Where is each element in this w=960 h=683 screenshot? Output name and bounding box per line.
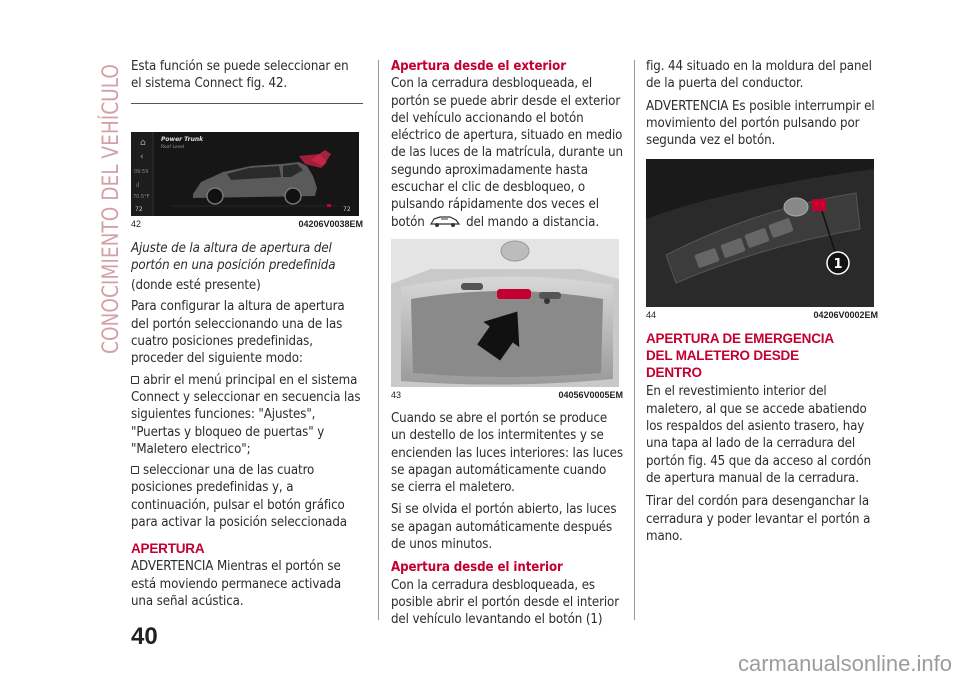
subheading-interior: Apertura desde el interior xyxy=(391,560,563,576)
column-divider xyxy=(378,60,379,620)
side-section-title-text: CONOCIMIENTO DEL VEHÍCULO xyxy=(98,1,124,354)
column-3 xyxy=(646,58,878,545)
figure-42-screen-image xyxy=(131,132,359,216)
screen-title: Power Trunk xyxy=(161,135,204,143)
column-2 xyxy=(391,58,623,629)
screen-time: 09:59 xyxy=(134,168,149,175)
side-section-title xyxy=(66,1,126,358)
italic-subtitle: Ajuste de la altura de apertura del portón en una posición predefinida xyxy=(131,240,336,273)
paragraph-exterior-text-end: del mando a distancia. xyxy=(466,214,600,230)
figure-code: 04206V0038EM xyxy=(298,218,363,229)
figure-44 xyxy=(646,159,878,320)
car-remote-key-icon xyxy=(428,214,462,228)
warning-paragraph: ADVERTENCIA Es posible interrumpir el movimiento del portón pulsando por segunda vez el botón. xyxy=(646,98,875,149)
paragraph-tirar: Tirar del cordón para desenganchar la cerradura y poder levantar el portón a mano. xyxy=(646,494,871,544)
figure-43-image xyxy=(391,239,619,387)
section-heading-apertura: APERTURA xyxy=(131,541,205,557)
watermark: carmanualsonline.info xyxy=(737,651,952,676)
intro-paragraph: Esta función se puede seleccionar en el sistema Connect fig. 42. xyxy=(131,59,349,92)
screen-subtitle: Roof Level xyxy=(161,144,185,150)
figure-44-image xyxy=(646,159,874,307)
figure-code: 04206V0002EM xyxy=(813,310,878,321)
checkbox-bullet-icon xyxy=(131,376,139,384)
screen-temp-right: 72 xyxy=(343,205,351,213)
tailgate-button-illustration xyxy=(391,239,619,387)
svg-text:‹: ‹ xyxy=(140,151,144,162)
figure-top-rule xyxy=(131,103,363,104)
screen-temp-outside: 70.5°F xyxy=(133,193,150,200)
power-trunk-screen xyxy=(131,132,359,216)
figure-42-caption xyxy=(131,219,363,229)
subheading-exterior: Apertura desde el exterior xyxy=(391,59,566,74)
screen-temp-left: 72 xyxy=(135,205,143,213)
paragraph-revestimiento: En el revestimiento interior del maletero, al que se accede abatiendo los respaldos del asiento trasero, hay una tapa al lado de la cerradura del portón fig. 45 que da acceso al cordón de apertura manual de la cerradura. xyxy=(646,384,872,486)
svg-text:ıl: ıl xyxy=(136,181,140,189)
paragraph-exterior-text: Con la cerradura desbloqueada, el portón se puede abrir desde el exterior del vehículo accionando el botón eléctrico de apertura, situado en medio de las luces de la matrícula, durante un segundo aproximadamente hasta escuchar el clic de desbloqueo, o pulsando rápidamente dos veces el botón xyxy=(391,76,623,230)
figure-42 xyxy=(131,132,363,229)
paren-note: (donde esté presente) xyxy=(131,278,261,294)
figure-43 xyxy=(391,239,623,400)
column-1 xyxy=(131,58,363,610)
figure-number: 43 xyxy=(391,389,402,400)
warning-paragraph: ADVERTENCIA Mientras el portón se está moviendo permanece activada una señal acústica. xyxy=(131,559,342,609)
paragraph-abre: Cuando se abre el portón se produce un destello de los intermitentes y se encienden las luces interiores: las luces se apagan automáticamente cuando se cierra el maletero. xyxy=(391,410,623,496)
paragraph-interior: Con la cerradura desbloqueada, es posible abrir el portón desde el interior del vehículo levantando el botón (1) xyxy=(391,577,619,628)
bullet-item xyxy=(131,372,363,458)
figure-43-caption xyxy=(391,390,623,400)
paragraph-olvida: Si se olvida el portón abierto, las luces se apagan automáticamente después de unos minutos. xyxy=(391,502,617,553)
section-heading-emergencia: APERTURA DE EMERGENCIA DEL MALETERO DESDE DENTRO xyxy=(646,331,834,381)
paragraph-exterior xyxy=(391,75,623,231)
column-divider xyxy=(634,60,635,620)
checkbox-bullet-icon xyxy=(131,466,139,474)
bullet-item-text: abrir el menú principal en el sistema Connect y seleccionar en secuencia las siguientes funciones: "Ajustes", "Puertas y bloqueo de puertas" y "Maletero electrico"; xyxy=(131,372,361,457)
svg-text:⌂: ⌂ xyxy=(140,137,146,148)
door-panel-illustration xyxy=(646,159,874,307)
figure-number: 42 xyxy=(131,218,142,229)
figure-44-caption xyxy=(646,310,878,320)
bullet-item xyxy=(131,462,363,531)
bullet-item-text: seleccionar una de las cuatro posiciones predefinidas y, a continuación, pulsar el botón gráfico para activar la posición seleccionada xyxy=(131,463,347,531)
instructions-paragraph: Para configurar la altura de apertura del portón seleccionando una de las cuatro posiciones predefinidas, proceder del siguiente modo: xyxy=(131,299,345,367)
paragraph-fig44: fig. 44 situado en la moldura del panel de la puerta del conductor. xyxy=(646,59,872,92)
page-number: 40 xyxy=(131,623,158,650)
figure-code: 04056V0005EM xyxy=(558,389,623,400)
figure-number: 44 xyxy=(646,310,657,321)
callout-number: 1 xyxy=(833,257,843,273)
